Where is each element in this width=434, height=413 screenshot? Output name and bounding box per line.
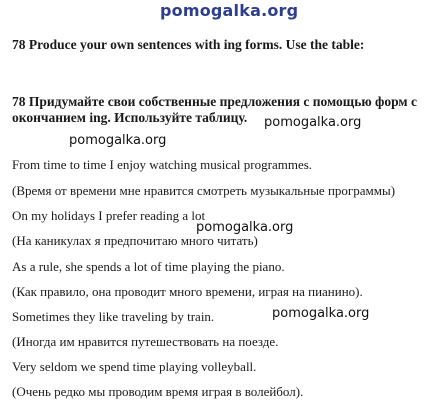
sentence-english-5: Very seldom we spend time playing volleyball. — [12, 359, 257, 374]
watermark-1: pomogalka.org — [264, 115, 362, 130]
sentence-russian-1: (Время от времени мне нравится смотреть музыкальные программы) — [12, 183, 396, 198]
sentence-russian-2: (На каникулах я предпочитаю много читать) — [12, 233, 258, 248]
sentence-english-2: On my holidays I prefer reading a lot — [12, 208, 206, 223]
sentence-russian-5: (Очень редко мы проводим время играя в волейбол). — [12, 384, 304, 399]
sentence-russian-3: (Как правило, она проводит много времени, играя на пианино). — [12, 284, 363, 299]
watermark-4: pomogalka.org — [272, 306, 370, 321]
task-instruction-english: 78 Produce your own sentences with ing forms. Use the table: — [12, 37, 365, 52]
watermark-3: pomogalka.org — [196, 220, 294, 235]
sentence-english-4: Sometimes they like traveling by train. — [12, 309, 215, 324]
sentence-english-1: From time to time I enjoy watching musical programmes. — [12, 157, 313, 172]
sentence-english-3: As a rule, she spends a lot of time playing the piano. — [12, 259, 285, 274]
sentence-russian-4: (Иногда им нравится путешествовать на поезде. — [12, 334, 279, 349]
task-instruction-russian-line1: 78 Придумайте свои собственные предложения с помощью форм с — [12, 94, 417, 109]
watermark-2: pomogalka.org — [69, 133, 167, 148]
task-instruction-russian-line2: окончанием ing. Используйте таблицу. — [12, 110, 248, 125]
watermark-top: pomogalka.org — [160, 1, 299, 20]
